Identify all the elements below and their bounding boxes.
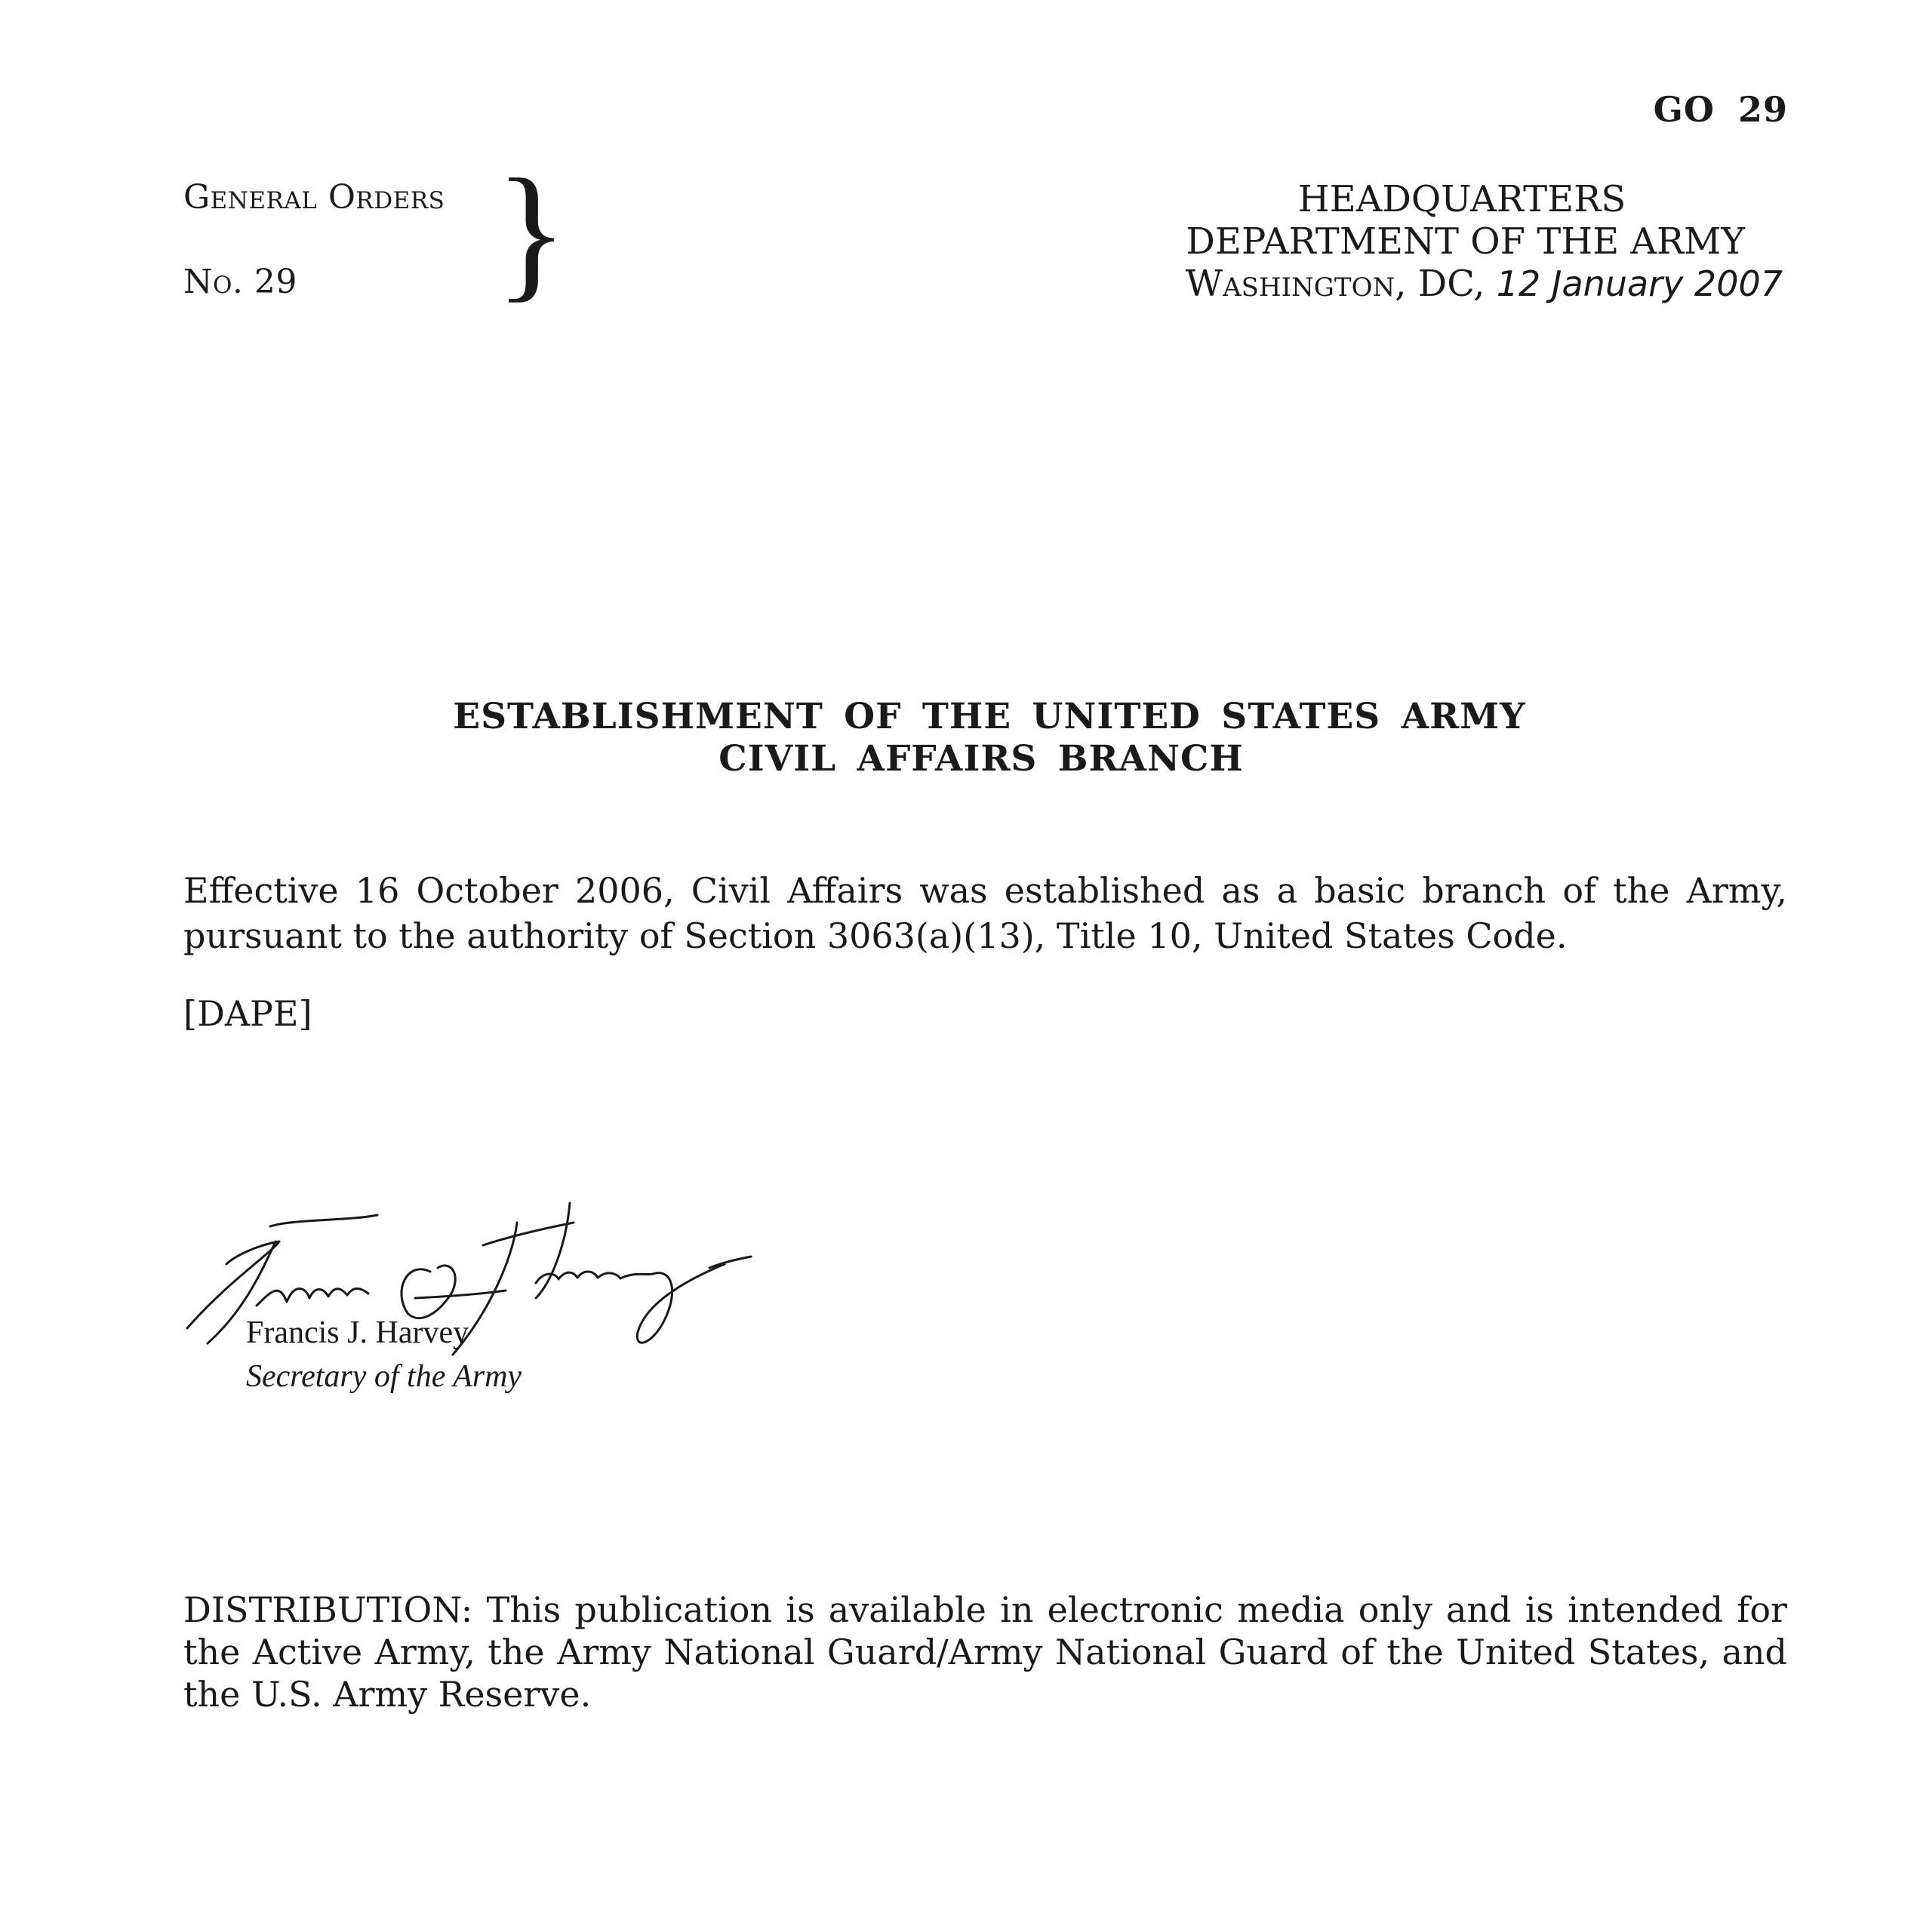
hq-label: HEADQUARTERS xyxy=(1297,178,1626,220)
signer-title: Secretary of the Army xyxy=(246,1359,522,1394)
orders-caption xyxy=(183,149,636,315)
headquarters-caption xyxy=(1103,178,1783,305)
distribution-statement: DISTRIBUTION: This publication is available in electronic media only and is intended for the Active Army, the Army National Guard/Army National Guard of the United States, and the U.S. Army Reserve. xyxy=(183,1589,1787,1715)
body-paragraph: Effective 16 October 2006, Civil Affairs was established as a basic branch of the Army, pursuant to the authority of Section 3063(a)(13), Title 10, United States Code. xyxy=(183,870,1787,956)
title-line-1: ESTABLISHMENT OF THE UNITED STATES ARMY xyxy=(453,696,1526,737)
orders-number: No. 29 xyxy=(183,263,297,301)
department-label: DEPARTMENT OF THE ARMY xyxy=(1186,220,1745,263)
order-date: 12 January 2007 xyxy=(1496,263,1783,304)
running-head: GO 29 xyxy=(1653,89,1788,130)
signer-name: Francis J. Harvey xyxy=(246,1315,469,1350)
orders-label: General Orders xyxy=(183,178,445,217)
caption-brace: } xyxy=(495,149,568,315)
city-label: Washington, DC, xyxy=(1185,263,1485,305)
location-date-line xyxy=(1103,263,1783,305)
office-code: [DAPE] xyxy=(183,993,312,1034)
title-line-2: CIVIL AFFAIRS BRANCH xyxy=(718,738,1244,780)
document-title xyxy=(0,696,1917,780)
